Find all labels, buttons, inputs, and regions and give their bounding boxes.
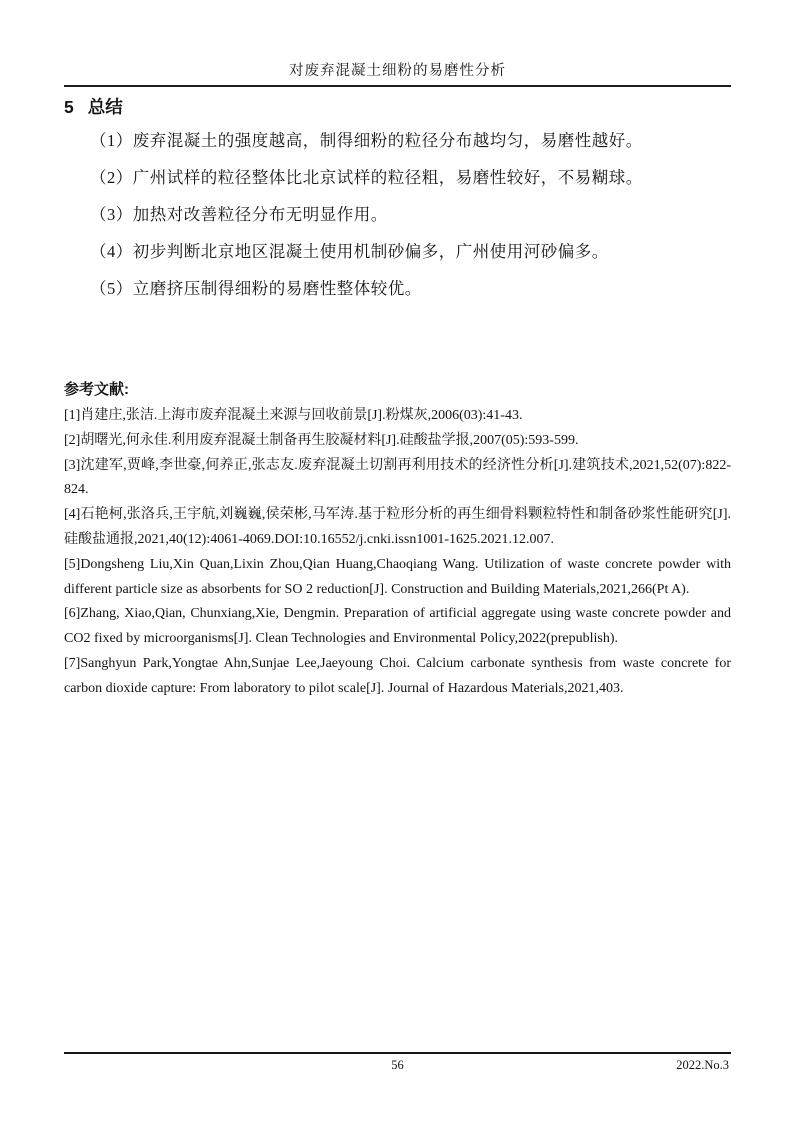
page-content <box>64 0 731 702</box>
reference-item-6: [6]Zhang, Xiao,Qian, Chunxiang,Xie, Dengmin. Preparation of artificial aggregate using waste concrete powder and CO2 fixed by microorganisms[J]. Clean Technologies and Environmental Policy,2022(prepublish). <box>64 606 731 647</box>
references-list <box>64 404 731 702</box>
reference-item-1: [1]肖建庄,张洁.上海市废弃混凝土来源与回收前景[J].粉煤灰,2006(03):41-43. <box>64 408 523 423</box>
references-heading: 参考文献: <box>64 381 129 398</box>
reference-item-2: [2]胡曙光,何永佳.利用废弃混凝土制备再生胶凝材料[J].硅酸盐学报,2007(05):593-599. <box>64 432 579 448</box>
summary-point-2: （2）广州试样的粒径整体比北京试样的粒径粗，易磨性较好，不易糊球。 <box>90 168 643 187</box>
section-heading <box>64 96 731 118</box>
summary-points <box>64 122 731 307</box>
reference-item-4: [4]石艳柯,张洛兵,王宇航,刘巍巍,侯荣彬,马军涛.基于粒形分析的再生细骨料颗粒特性和制备砂浆性能研究[J].硅酸盐通报,2021,40(12):4061-4069.DOI:10.16552/j.cnki.issn1001-1625.2021.12.007. <box>64 507 731 547</box>
header-title: 对废弃混凝土细粉的易磨性分析 <box>289 63 506 79</box>
running-header <box>64 0 731 87</box>
summary-point-1: （1）废弃混凝土的强度越高，制得细粉的粒径分布越均匀，易磨性越好。 <box>90 131 643 150</box>
summary-point-3: （3）加热对改善粒径分布无明显作用。 <box>90 205 388 224</box>
section-number: 5 <box>64 97 74 117</box>
summary-point-4: （4）初步判断北京地区混凝土使用机制砂偏多，广州使用河砂偏多。 <box>90 242 609 261</box>
issue-label: 2022.No.3 <box>676 1058 729 1072</box>
section-title: 总结 <box>87 97 123 117</box>
summary-point-5: （5）立磨挤压制得细粉的易磨性整体较优。 <box>90 279 422 298</box>
reference-item-7: [7]Sanghyun Park,Yongtae Ahn,Sunjae Lee,Jaeyoung Choi. Calcium carbonate synthesis from waste concrete for carbon dioxide capture: From laboratory to pilot scale[J]. Journal of Hazardous Materials,2021,403. <box>64 655 731 696</box>
reference-item-5: [5]Dongsheng Liu,Xin Quan,Lixin Zhou,Qian Huang,Chaoqiang Wang. Utilization of waste concrete powder with different particle size as absorbents for SO 2 reduction[J]. Construction and Building Materials,2021,266(Pt A). <box>64 556 731 597</box>
reference-item-3: [3]沈建军,贾峰,李世豪,何养正,张志友.废弃混凝土切割再利用技术的经济性分析[J].建筑技术,2021,52(07):822-824. <box>64 457 731 498</box>
page-footer <box>64 1052 731 1076</box>
page-number: 56 <box>391 1058 404 1072</box>
